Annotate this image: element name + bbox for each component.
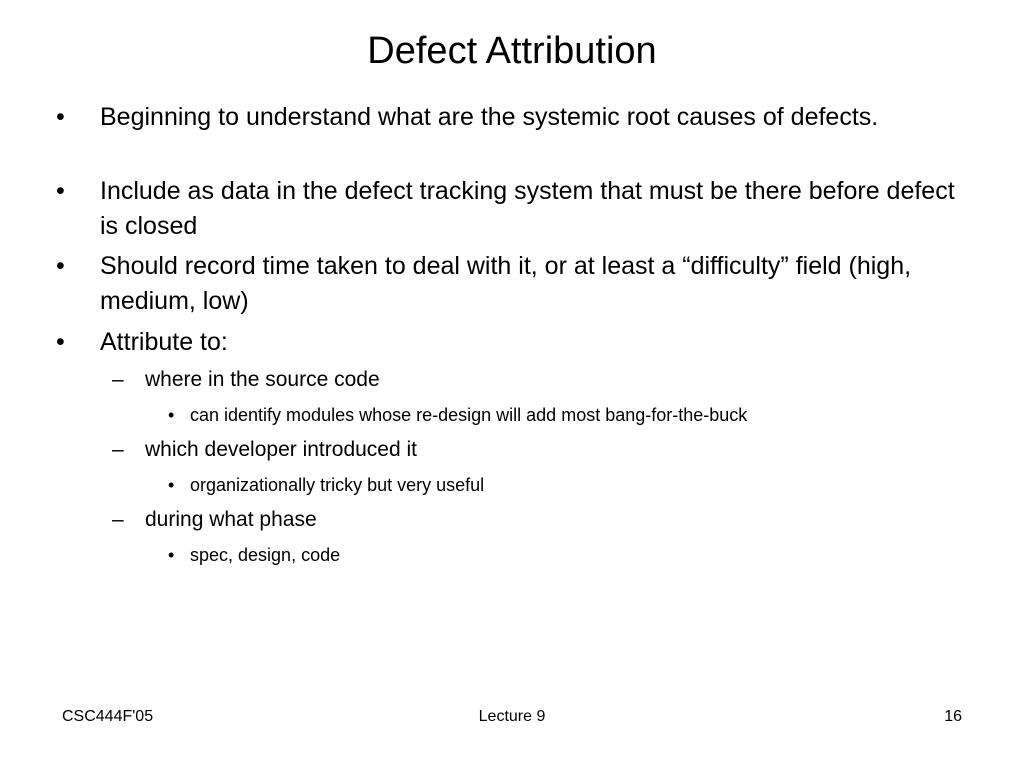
bullet-item [56,325,956,360]
detail-bullet-text: organizationally tricky but very useful [190,475,485,495]
detail-bullet-marker: • [168,405,175,425]
sub-bullet-text: which developer introduced it [145,438,417,461]
sub-bullet-marker: – [112,508,124,531]
bullet-item [56,174,956,244]
footer-course: CSC444F'05 [62,708,154,725]
bullet-item [56,249,956,319]
detail-bullet-marker: • [168,475,175,495]
bullet-item [56,100,956,135]
bullet-text: Attribute to: [100,328,228,356]
sub-bullet-marker: – [112,368,124,391]
detail-bullet-item [168,403,968,427]
sub-bullet-item [112,506,932,534]
detail-bullet-text: can identify modules whose re-design will add most bang-for-the-buck [190,405,748,425]
detail-bullet-item [168,543,968,567]
sub-bullet-text: during what phase [145,508,317,531]
bullet-text: Beginning to understand what are the systemic root causes of defects. [100,103,879,131]
sub-bullet-marker: – [112,438,124,461]
detail-bullet-item [168,473,968,497]
sub-bullet-text: where in the source code [145,368,380,391]
detail-bullet-marker: • [168,545,175,565]
footer-page-number: 16 [944,708,962,725]
slide-title: Defect Attribution [367,30,657,72]
bullet-marker: • [56,252,65,280]
bullet-marker: • [56,103,65,131]
bullet-text: Include as data in the defect tracking system that must be there before defect is closed [100,177,955,240]
bullet-marker: • [56,328,65,356]
detail-bullet-text: spec, design, code [190,545,341,565]
bullet-marker: • [56,177,65,205]
bullet-text: Should record time taken to deal with it, or at least a “difficulty” field (high, medium, low) [100,252,912,315]
footer-lecture: Lecture 9 [478,708,546,725]
sub-bullet-item [112,366,932,394]
sub-bullet-item [112,436,932,464]
